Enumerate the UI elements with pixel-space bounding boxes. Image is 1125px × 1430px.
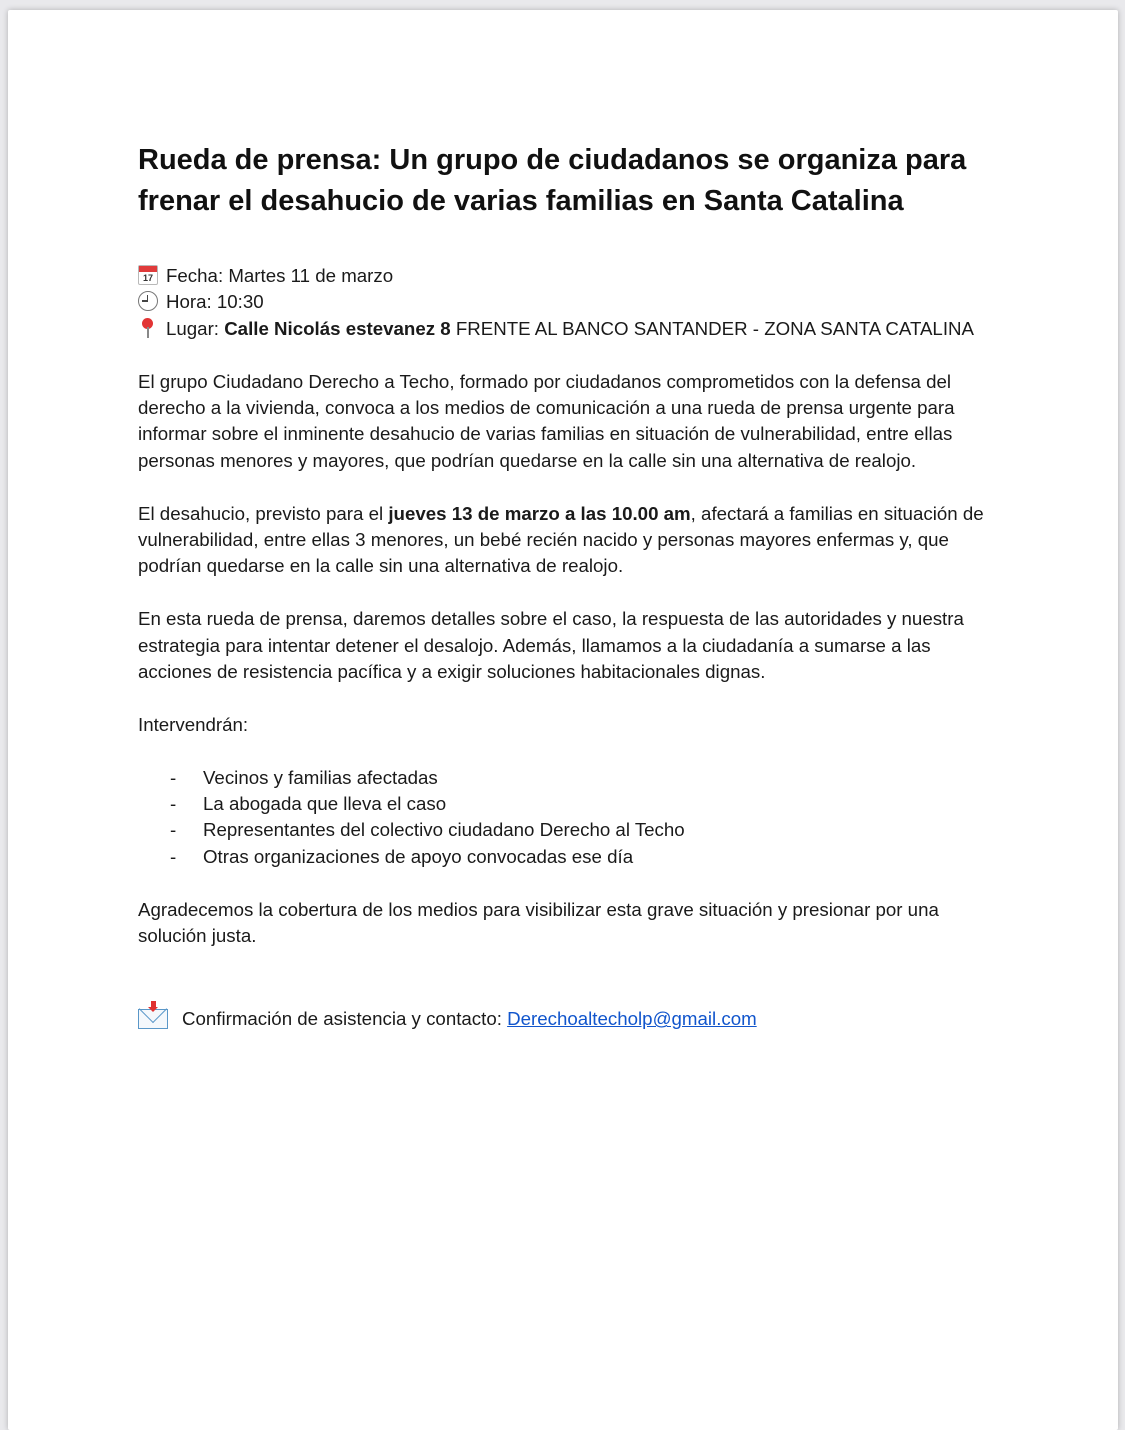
- location-detail: FRENTE AL BANCO SANTANDER - ZONA SANTA CATALINA: [450, 317, 974, 339]
- paragraph-press-conference: En esta rueda de prensa, daremos detalles sobre el caso, la respuesta de las autoridades y nuestra estrategia para intentar detener el desalojo. Además, llamamos a la ciudadanía a sumarse a las acciones de resistencia pacífica y a exigir soluciones habitacionales dignas.: [138, 608, 964, 683]
- contact-email-link[interactable]: Derechoaltecholp@gmail.com: [507, 1008, 757, 1030]
- paragraph-eviction-before: El desahucio, previsto para el: [138, 502, 389, 524]
- list-item: - La abogada que lleva el caso: [170, 791, 988, 817]
- envelope-icon: [138, 1001, 170, 1031]
- location-address: Calle Nicolás estevanez 8: [224, 317, 451, 339]
- contact-line: [138, 1001, 988, 1034]
- document-page: [8, 10, 1118, 1430]
- time-line: [138, 289, 988, 315]
- list-item: - Otras organizaciones de apoyo convocadas ese día: [170, 844, 988, 870]
- date-text: Fecha: Martes 11 de marzo: [166, 265, 394, 286]
- event-details: [138, 263, 988, 342]
- document-body: [138, 140, 988, 1034]
- contact-label: Confirmación de asistencia y contacto:: [182, 1008, 508, 1030]
- closing-paragraph: Agradecemos la cobertura de los medios para visibilizar esta grave situación y presionar por una solución justa.: [138, 898, 939, 947]
- eviction-date: jueves 13 de marzo a las 10.00 am: [388, 502, 691, 524]
- list-item: - Representantes del colectivo ciudadano Derecho al Techo: [170, 817, 988, 843]
- location-line: [138, 316, 988, 342]
- time-text: Hora: 10:30: [166, 291, 264, 313]
- pin-icon: [138, 318, 158, 338]
- location-label: Lugar:: [166, 317, 225, 339]
- list-item: - Vecinos y familias afectadas: [170, 765, 988, 791]
- speakers-heading: Intervendrán:: [138, 713, 249, 735]
- speakers-list: [170, 765, 988, 871]
- clock-icon: [138, 291, 158, 311]
- document-title: Rueda de prensa: Un grupo de ciudadanos se organiza para frenar el desahucio de varias familias en Santa Catalina: [138, 144, 967, 217]
- calendar-icon-day: 17: [142, 273, 153, 283]
- date-line: [138, 263, 988, 289]
- paragraph-eviction: [138, 501, 988, 580]
- paragraph-intro: El grupo Ciudadano Derecho a Techo, formado por ciudadanos comprometidos con la defensa del derecho a la vivienda, convoca a los medios de comunicación a una rueda de prensa urgente para informar sobre el inminente desahucio de varias familias en situación de vulnerabilidad, entre ellas personas menores y mayores, que podrían quedarse en la calle sin una alternativa de realojo.: [138, 370, 955, 471]
- paragraph-eviction-after: , afectará a familias en situación de vulnerabilidad, entre ellas 3 menores, un bebé recién nacido y personas mayores enfermas y, que podrían quedarse en la calle sin una alternativa de realojo.: [138, 502, 984, 577]
- calendar-icon: [138, 265, 158, 285]
